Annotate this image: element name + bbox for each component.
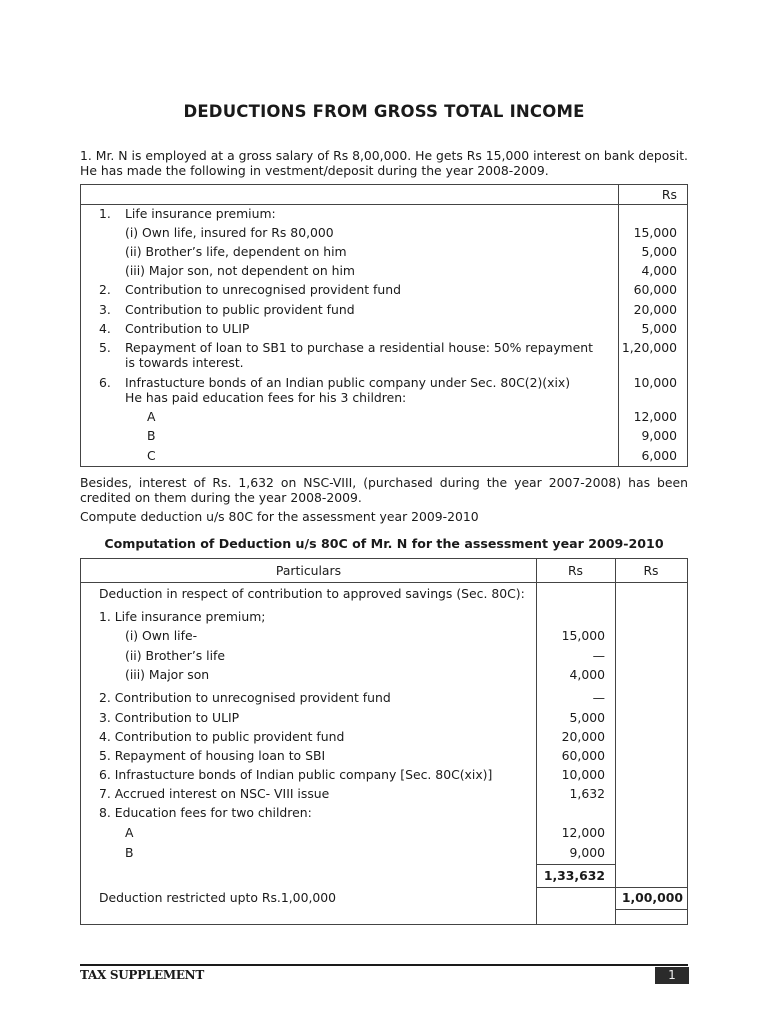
header-divider [81,204,687,205]
page-title: DEDUCTIONS FROM GROSS TOTAL INCOME [183,102,585,121]
row-number: 6. [99,375,111,390]
column-divider [618,185,619,466]
subtotal-amount: 1,33,632 [543,868,605,883]
row-amount: 4,000 [641,263,677,278]
row-amount: 20,000 [561,729,605,744]
row-number: 4. [99,321,111,336]
investment-table [80,184,688,467]
row-text: 4. Contribution to public provident fund [99,729,345,744]
row-text: 5. Repayment of housing loan to SBI [99,748,326,763]
row-amount: 15,000 [633,225,677,240]
row-amount: 1,20,000 [621,340,677,355]
row-text: (iii) Major son, not dependent on him [125,263,355,278]
row-text: A [147,409,156,424]
rs-column-header: Rs [661,187,677,202]
row-text: (iii) Major son [125,667,210,682]
compute-paragraph: Compute deduction u/s 80C for the assessment year 2009-2010 [80,509,479,524]
intro-paragraph: 1. Mr. N is employed at a gross salary of Rs 8,00,000. He gets Rs 15,000 interest on bank deposit. He has made the following in vestment/deposit during the year 2008-2009. [80,148,688,178]
row-amount: 15,000 [561,628,605,643]
rs-header-2: Rs [643,563,659,578]
row-text-continued: is towards interest. [125,355,244,370]
subtotal-bottom-rule [536,887,615,888]
besides-paragraph: Besides, interest of Rs. 1,632 on NSC-VIII, (purchased during the year 2007-2008) has been credited on them during the year 2008-2009. [80,475,688,505]
restricted-text: Deduction restricted upto Rs.1,00,000 [99,890,337,905]
row-amount: 9,000 [641,428,677,443]
computation-title: Computation of Deduction u/s 80C of Mr. N for the assessment year 2009-2010 [104,536,664,551]
row-amount: 5,000 [569,710,605,725]
row-text: Life insurance premium: [125,206,276,221]
row-amount: 60,000 [633,282,677,297]
row-amount: — [592,690,605,705]
row-number: 2. [99,282,111,297]
row-amount: 10,000 [561,767,605,782]
row-text: B [125,845,134,860]
footer-rule [80,964,688,966]
rs-header-1: Rs [567,563,584,578]
row-text: Infrastucture bonds of an Indian public company under Sec. 80C(2)(xix) [125,375,571,390]
column-divider [615,559,616,924]
row-amount: 20,000 [633,302,677,317]
row-text: 7. Accrued interest on NSC- VIII issue [99,786,330,801]
row-text: (ii) Brother’s life [125,648,226,663]
particulars-header: Particulars [275,563,342,578]
row-text: Contribution to unrecognised provident fund [125,282,401,297]
row-text: 3. Contribution to ULIP [99,710,240,725]
row-amount: 5,000 [641,244,677,259]
total-top-rule [615,887,687,888]
subtotal-top-rule [536,864,615,865]
page-number: 1 [655,967,689,984]
row-text: 1. Life insurance premium; [99,609,266,624]
row-text: (i) Own life, insured for Rs 80,000 [125,225,334,240]
row-text: 8. Education fees for two children: [99,805,312,820]
computation-table [80,558,688,925]
row-text: 6. Infrastucture bonds of Indian public company [Sec. 80C(xix)] [99,767,493,782]
row-amount: 6,000 [641,448,677,463]
row-number: 5. [99,340,111,355]
row-number: 3. [99,302,111,317]
row-text: 2. Contribution to unrecognised provident fund [99,690,391,705]
row-text: Contribution to ULIP [125,321,250,336]
row-amount: 9,000 [569,845,605,860]
footer-brand: TAX SUPPLEMENT [80,968,204,982]
row-text: Repayment of loan to SB1 to purchase a residential house: 50% repayment [125,340,593,355]
row-amount: 12,000 [561,825,605,840]
restricted-amount: 1,00,000 [621,890,683,905]
row-amount: 12,000 [633,409,677,424]
row-text: (i) Own life- [125,628,198,643]
header-divider [81,582,687,583]
row-amount: — [592,648,605,663]
row-number: 1. [99,206,111,221]
row-amount: 1,632 [569,786,605,801]
row-amount: 60,000 [561,748,605,763]
row-amount: 4,000 [569,667,605,682]
row-text-continued: He has paid education fees for his 3 children: [125,390,407,405]
row-text: Deduction in respect of contribution to approved savings (Sec. 80C): [99,586,525,601]
total-bottom-rule [615,909,687,910]
row-text: (ii) Brother’s life, dependent on him [125,244,347,259]
row-text: Contribution to public provident fund [125,302,355,317]
row-text: C [147,448,156,463]
row-text: B [147,428,156,443]
row-text: A [125,825,134,840]
row-amount: 5,000 [641,321,677,336]
row-amount: 10,000 [633,375,677,390]
